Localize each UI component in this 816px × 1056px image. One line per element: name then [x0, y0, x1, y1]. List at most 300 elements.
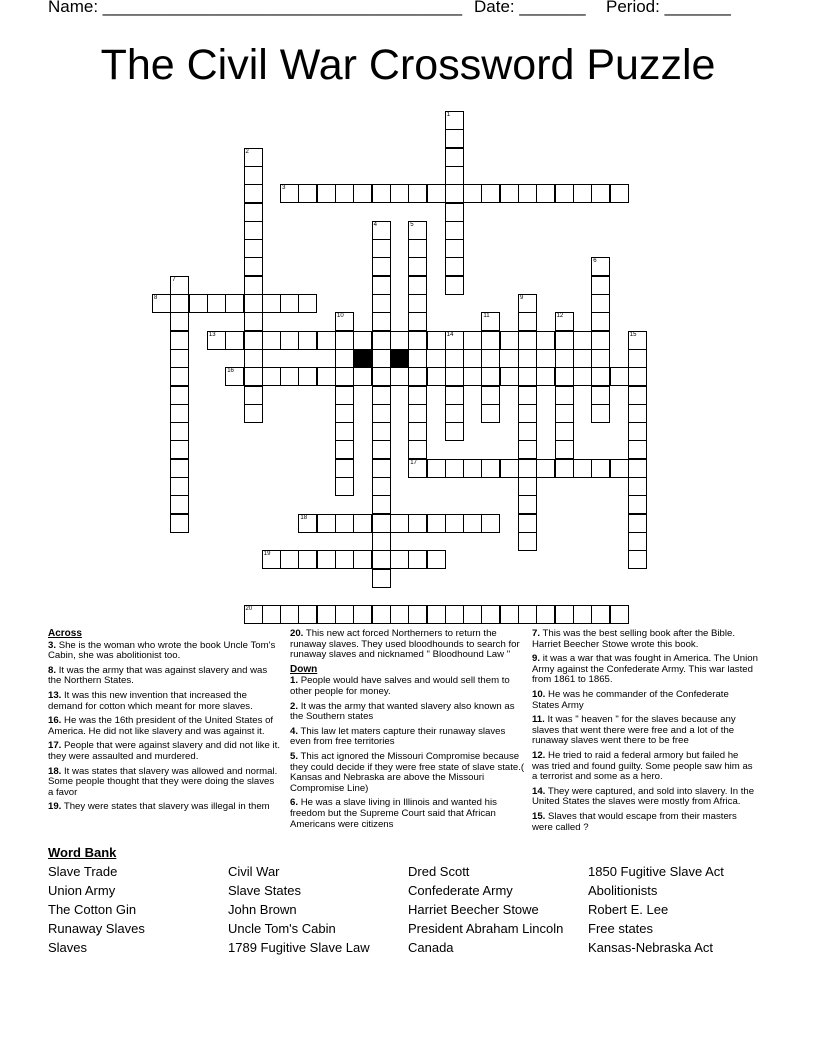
crossword-cell[interactable]	[170, 312, 189, 331]
crossword-clue-number: 19	[263, 551, 271, 558]
crossword-cell[interactable]	[408, 422, 427, 441]
crossword-cell[interactable]	[555, 404, 574, 423]
crossword-cell[interactable]	[445, 459, 464, 478]
crossword-cell[interactable]	[555, 459, 574, 478]
crossword-cell[interactable]	[372, 404, 391, 423]
crossword-cell[interactable]	[408, 331, 427, 350]
crossword-cell[interactable]	[591, 331, 610, 350]
crossword-cell[interactable]	[463, 514, 482, 533]
crossword-cell[interactable]	[445, 148, 464, 167]
crossword-cell[interactable]	[298, 550, 317, 569]
crossword-cell[interactable]	[591, 276, 610, 295]
crossword-cell[interactable]	[244, 404, 263, 423]
crossword-cell[interactable]	[445, 404, 464, 423]
crossword-cell[interactable]	[573, 184, 592, 203]
crossword-cell[interactable]	[372, 550, 391, 569]
clue-down-9: 9. it was a war that was fought in America. The Union Army against the Confederate Army. This war lasted from 1861 to 1865.	[532, 653, 758, 686]
crossword-clue-number: 16	[227, 368, 234, 375]
crossword-cell[interactable]	[463, 367, 482, 386]
word-bank-item: Confederate Army	[408, 883, 513, 898]
period-field[interactable]: Period: _______	[606, 0, 731, 16]
word-bank-item: Runaway Slaves	[48, 921, 145, 936]
clue-down-10: 10. He was he commander of the Confederate States Army	[532, 688, 729, 711]
page-title: The Civil War Crossword Puzzle	[100, 41, 716, 89]
clue-across-3: 3. She is the woman who wrote the book Uncle Tom's Cabin, she was abolitionist too.	[48, 639, 276, 662]
crossword-cell[interactable]	[262, 367, 281, 386]
crossword-cell[interactable]	[591, 257, 610, 276]
clue-down-12: 12. He tried to raid a federal armory but failed he was tried and found guilty. Some people saw him as a terrorist and some as a hero.	[532, 749, 753, 783]
crossword-cell[interactable]	[445, 166, 464, 185]
crossword-cell[interactable]	[408, 440, 427, 459]
crossword-cell[interactable]	[372, 294, 391, 313]
crossword-cell[interactable]	[244, 294, 263, 313]
crossword-cell[interactable]	[244, 257, 263, 276]
crossword-clue-number: 9	[520, 295, 524, 301]
crossword-cell[interactable]	[628, 550, 647, 569]
crossword-cell[interactable]	[353, 550, 372, 569]
crossword-cell[interactable]	[591, 367, 610, 386]
crossword-cell[interactable]	[518, 404, 537, 423]
crossword-cell[interactable]	[244, 184, 263, 203]
crossword-cell[interactable]	[628, 422, 647, 441]
crossword-cell[interactable]	[335, 367, 354, 386]
crossword-cell[interactable]	[244, 312, 263, 331]
clue-down-5: 5. This act ignored the Missouri Compromise because they could decide if they were free state of slave state.( Kansas and Nebraska are above the Missouri Compromise Line)	[290, 750, 525, 794]
crossword-cell[interactable]	[518, 605, 537, 624]
crossword-cell[interactable]	[628, 367, 647, 386]
crossword-cell[interactable]	[372, 257, 391, 276]
clue-across-19: 19. They were states that slavery was illegal in them	[48, 801, 270, 813]
clue-across-13: 13. It was this new invention that increased the demand for cotton which meant for more slaves.	[48, 689, 253, 712]
crossword-cell[interactable]	[555, 349, 574, 368]
word-bank-item: The Cotton Gin	[48, 902, 137, 917]
crossword-cell[interactable]	[518, 532, 537, 551]
crossword-cell[interactable]	[262, 331, 281, 350]
crossword-cell[interactable]	[262, 605, 281, 624]
crossword-cell[interactable]	[518, 514, 537, 533]
crossword-cell[interactable]	[555, 605, 574, 624]
crossword-cell[interactable]	[408, 221, 427, 240]
crossword-cell[interactable]	[317, 514, 336, 533]
crossword-cell[interactable]	[170, 294, 189, 313]
crossword-cell[interactable]	[573, 459, 592, 478]
crossword-cell[interactable]	[372, 276, 391, 295]
crossword-cell[interactable]	[372, 331, 391, 350]
crossword-cell[interactable]	[280, 294, 299, 313]
crossword-cell[interactable]	[372, 422, 391, 441]
crossword-clue-number: 1	[446, 112, 451, 118]
crossword-clue-number: 17	[410, 459, 417, 466]
crossword-cell[interactable]	[628, 404, 647, 423]
crossword-clue-number: 15	[629, 331, 637, 338]
crossword-cell[interactable]	[463, 331, 482, 350]
clue-down-7: 7. This was the best selling book after the Bible. Harriet Beecher Stowe wrote this book.	[532, 628, 736, 650]
crossword-clue-number: 8	[154, 295, 158, 301]
crossword-cell[interactable]	[518, 495, 537, 514]
crossword-cell[interactable]	[610, 459, 629, 478]
crossword-cell[interactable]	[591, 294, 610, 313]
crossword-cell[interactable]	[408, 239, 427, 258]
crossword-cell[interactable]	[390, 550, 409, 569]
crossword-cell[interactable]	[555, 386, 574, 405]
word-bank-item: Slave Trade	[48, 864, 118, 879]
crossword-cell[interactable]	[500, 331, 519, 350]
crossword-cell[interactable]	[481, 367, 500, 386]
crossword-cell[interactable]	[372, 386, 391, 405]
crossword-cell[interactable]	[591, 184, 610, 203]
crossword-cell[interactable]	[390, 605, 409, 624]
crossword-cell[interactable]	[170, 404, 189, 423]
crossword-cell[interactable]	[335, 459, 354, 478]
crossword-cell[interactable]	[408, 257, 427, 276]
crossword-clue-number: 10	[337, 313, 344, 320]
crossword-cell[interactable]	[518, 294, 537, 313]
crossword-cell[interactable]	[298, 184, 317, 203]
crossword-cell[interactable]	[518, 386, 537, 405]
crossword-cell[interactable]	[225, 331, 244, 350]
crossword-cell[interactable]	[481, 331, 500, 350]
crossword-cell[interactable]	[463, 605, 482, 624]
crossword-cell[interactable]	[335, 331, 354, 350]
crossword-cell[interactable]	[555, 331, 574, 350]
date-field[interactable]: Date: _______	[474, 0, 586, 16]
crossword-cell[interactable]	[463, 459, 482, 478]
clue-down-11: 11. It was " heaven " for the slaves because any slaves that went there were free and a lot of the runaway slaves went there to be free	[532, 714, 736, 747]
crossword-cell[interactable]	[207, 294, 226, 313]
crossword-cell[interactable]	[298, 331, 317, 350]
crossword-clue-number: 5	[410, 221, 414, 228]
clue-across-18: 18. It was states that slavery was allowed and normal. Some people thought that they were doing the slaves a favor	[48, 765, 278, 798]
crossword-cell[interactable]	[628, 532, 647, 551]
crossword-cell[interactable]	[170, 495, 189, 514]
crossword-cell[interactable]	[372, 569, 391, 588]
crossword-cell[interactable]	[390, 184, 409, 203]
crossword-cell[interactable]	[390, 331, 409, 350]
word-bank-item: Union Army	[48, 883, 116, 898]
crossword-cell[interactable]	[427, 184, 446, 203]
name-field[interactable]: Name: ______________________________________	[48, 0, 463, 16]
crossword-cell[interactable]	[170, 440, 189, 459]
crossword-cell[interactable]	[170, 422, 189, 441]
crossword-cell[interactable]	[372, 312, 391, 331]
crossword-cell[interactable]	[427, 514, 446, 533]
crossword-cell[interactable]	[591, 459, 610, 478]
crossword-cell[interactable]	[372, 605, 391, 624]
word-bank-item: Abolitionists	[588, 883, 658, 898]
crossword-cell[interactable]	[591, 404, 610, 423]
crossword-cell[interactable]	[463, 184, 482, 203]
crossword-clue-number: 2	[245, 148, 249, 155]
crossword-cell[interactable]	[628, 477, 647, 496]
crossword-cell[interactable]	[317, 331, 336, 350]
crossword-cell[interactable]	[591, 349, 610, 368]
crossword-cell[interactable]	[518, 440, 537, 459]
crossword-cell[interactable]	[225, 294, 244, 313]
crossword-cell[interactable]	[518, 349, 537, 368]
crossword-black-cell	[353, 349, 372, 368]
crossword-cell[interactable]	[408, 294, 427, 313]
crossword-cell[interactable]	[390, 514, 409, 533]
crossword-cell[interactable]	[628, 459, 647, 478]
crossword-cell[interactable]	[518, 312, 537, 331]
crossword-cell[interactable]	[481, 349, 500, 368]
crossword-cell[interactable]	[445, 514, 464, 533]
crossword-cell[interactable]	[335, 422, 354, 441]
crossword-cell[interactable]	[481, 312, 500, 331]
crossword-cell[interactable]	[225, 367, 244, 386]
crossword-cell[interactable]	[335, 312, 354, 331]
crossword-cell[interactable]	[244, 605, 263, 624]
crossword-cell[interactable]	[500, 459, 519, 478]
crossword-cell[interactable]	[317, 367, 336, 386]
clues-column-1	[48, 629, 280, 817]
crossword-cell[interactable]	[427, 331, 446, 350]
crossword-cell[interactable]	[353, 514, 372, 533]
crossword-cell[interactable]	[372, 349, 391, 368]
word-bank-item: 1789 Fugitive Slave Law	[228, 940, 370, 955]
crossword-clue-number: 4	[373, 221, 377, 228]
crossword-cell[interactable]	[372, 184, 391, 203]
crossword-cell[interactable]	[372, 221, 391, 240]
crossword-cell[interactable]	[518, 184, 537, 203]
crossword-cell[interactable]	[427, 605, 446, 624]
crossword-cell[interactable]	[244, 367, 263, 386]
crossword-cell[interactable]	[335, 404, 354, 423]
crossword-cell[interactable]	[372, 459, 391, 478]
across-heading: Across	[48, 628, 82, 639]
crossword-cell[interactable]	[481, 386, 500, 405]
crossword-cell[interactable]	[170, 477, 189, 496]
word-bank-column-3	[408, 862, 563, 957]
crossword-cell[interactable]	[390, 367, 409, 386]
crossword-cell[interactable]	[353, 605, 372, 624]
crossword-cell[interactable]	[500, 605, 519, 624]
crossword-cell[interactable]	[372, 514, 391, 533]
crossword-cell[interactable]	[244, 276, 263, 295]
crossword-cell[interactable]	[628, 495, 647, 514]
crossword-cell[interactable]	[445, 422, 464, 441]
crossword-clue-number: 14	[446, 331, 454, 338]
crossword-cell[interactable]	[244, 239, 263, 258]
crossword-cell[interactable]	[500, 184, 519, 203]
crossword-cell[interactable]	[372, 367, 391, 386]
clue-across-20: 20. This new act forced Northerners to return the runaway slaves. They used bloodhounds to search for runaway slaves and nicknamed " Bloodhound Law "	[290, 628, 520, 661]
crossword-cell[interactable]	[170, 386, 189, 405]
crossword-cell[interactable]	[170, 331, 189, 350]
clue-down-2: 2. It was the army that wanted slavery also known as the Southern states	[290, 700, 515, 723]
crossword-cell[interactable]	[335, 514, 354, 533]
crossword-cell[interactable]	[445, 257, 464, 276]
crossword-cell[interactable]	[408, 459, 427, 478]
word-bank-item: 1850 Fugitive Slave Act	[588, 864, 724, 879]
crossword-cell[interactable]	[427, 459, 446, 478]
crossword-cell[interactable]	[280, 184, 299, 203]
crossword-cell[interactable]	[335, 477, 354, 496]
crossword-clue-number: 18	[300, 514, 308, 521]
crossword-cell[interactable]	[317, 184, 336, 203]
crossword-cell[interactable]	[244, 349, 263, 368]
crossword-cell[interactable]	[372, 477, 391, 496]
crossword-cell[interactable]	[481, 605, 500, 624]
crossword-cell[interactable]	[408, 386, 427, 405]
crossword-cell[interactable]	[555, 440, 574, 459]
crossword-cell[interactable]	[573, 331, 592, 350]
crossword-cell[interactable]	[408, 349, 427, 368]
crossword-cell[interactable]	[518, 331, 537, 350]
crossword-cell[interactable]	[591, 312, 610, 331]
crossword-cell[interactable]	[408, 605, 427, 624]
crossword-cell[interactable]	[244, 331, 263, 350]
crossword-cell[interactable]	[317, 605, 336, 624]
crossword-clue-number: 20	[245, 606, 253, 613]
crossword-cell[interactable]	[170, 459, 189, 478]
clue-down-15: 15. Slaves that would escape from their masters were called ?	[532, 810, 737, 833]
crossword-cell[interactable]	[427, 550, 446, 569]
crossword-cell[interactable]	[628, 331, 647, 350]
word-bank-item: Kansas-Nebraska Act	[588, 940, 714, 955]
crossword-cell[interactable]	[427, 367, 446, 386]
word-bank-column-1	[48, 862, 145, 957]
crossword-cell[interactable]	[500, 367, 519, 386]
crossword-cell[interactable]	[298, 514, 317, 533]
crossword-cell[interactable]	[573, 605, 592, 624]
crossword-cell[interactable]	[445, 129, 464, 148]
crossword-cell[interactable]	[445, 221, 464, 240]
crossword-cell[interactable]	[628, 349, 647, 368]
crossword-cell[interactable]	[445, 203, 464, 222]
crossword-cell[interactable]	[372, 440, 391, 459]
crossword-cell[interactable]	[298, 294, 317, 313]
crossword-cell[interactable]	[317, 550, 336, 569]
crossword-cell[interactable]	[536, 367, 555, 386]
crossword-cell[interactable]	[244, 166, 263, 185]
crossword-cell[interactable]	[536, 184, 555, 203]
crossword-cell[interactable]	[445, 239, 464, 258]
crossword-cell[interactable]	[536, 459, 555, 478]
crossword-cell[interactable]	[244, 203, 263, 222]
crossword-cell[interactable]	[280, 550, 299, 569]
crossword-cell[interactable]	[262, 294, 281, 313]
crossword-cell[interactable]	[555, 422, 574, 441]
crossword-cell[interactable]	[555, 184, 574, 203]
crossword-clue-number: 7	[172, 276, 176, 283]
crossword-cell[interactable]	[335, 605, 354, 624]
clue-down-14: 14. They were captured, and sold into slavery. In the United States the slaves were mostly from Africa.	[532, 785, 755, 808]
crossword-cell[interactable]	[170, 349, 189, 368]
crossword-cell[interactable]	[445, 331, 464, 350]
crossword-cell[interactable]	[628, 386, 647, 405]
crossword-cell[interactable]	[372, 495, 391, 514]
crossword-cell[interactable]	[591, 605, 610, 624]
crossword-clue-number: 11	[483, 313, 490, 320]
crossword-cell[interactable]	[353, 331, 372, 350]
crossword-cell[interactable]	[481, 404, 500, 423]
crossword-cell[interactable]	[372, 532, 391, 551]
crossword-cell[interactable]	[335, 440, 354, 459]
crossword-cell[interactable]	[298, 605, 317, 624]
crossword-cell[interactable]	[610, 605, 629, 624]
crossword-cell[interactable]	[481, 184, 500, 203]
crossword-cell[interactable]	[628, 440, 647, 459]
crossword-cell[interactable]	[353, 184, 372, 203]
crossword-cell[interactable]	[353, 367, 372, 386]
crossword-cell[interactable]	[408, 404, 427, 423]
crossword-cell[interactable]	[372, 239, 391, 258]
crossword-cell[interactable]	[518, 422, 537, 441]
crossword-cell[interactable]	[445, 111, 464, 130]
crossword-cell[interactable]	[170, 367, 189, 386]
word-bank-title: Word Bank	[48, 845, 117, 860]
crossword-cell[interactable]	[481, 459, 500, 478]
crossword-cell[interactable]	[408, 514, 427, 533]
crossword-cell[interactable]	[152, 294, 171, 313]
crossword-cell[interactable]	[280, 367, 299, 386]
crossword-cell[interactable]	[610, 367, 629, 386]
crossword-cell[interactable]	[244, 386, 263, 405]
crossword-cell[interactable]	[335, 184, 354, 203]
crossword-cell[interactable]	[445, 276, 464, 295]
crossword-cell[interactable]	[445, 349, 464, 368]
crossword-clue-number: 3	[282, 185, 286, 192]
crossword-cell[interactable]	[518, 459, 537, 478]
clue-down-4: 4. This law let maters capture their runaway slaves even from free territories	[290, 725, 506, 748]
crossword-cell[interactable]	[244, 148, 263, 167]
crossword-cell[interactable]	[408, 312, 427, 331]
crossword-cell[interactable]	[481, 514, 500, 533]
word-bank-item: Uncle Tom's Cabin	[228, 921, 336, 936]
crossword-cell[interactable]	[408, 276, 427, 295]
crossword-cell[interactable]	[170, 276, 189, 295]
word-bank-item: Free states	[588, 921, 654, 936]
word-bank-item: Robert E. Lee	[588, 902, 669, 917]
crossword-cell[interactable]	[408, 550, 427, 569]
clue-down-1: 1. People would have salves and would sell them to other people for money.	[290, 675, 510, 697]
crossword-cell[interactable]	[445, 386, 464, 405]
crossword-cell[interactable]	[280, 331, 299, 350]
crossword-cell[interactable]	[573, 367, 592, 386]
crossword-cell[interactable]	[335, 349, 354, 368]
clue-across-16: 16. He was the 16th president of the United States of America. He did not like slavery and was against it.	[48, 715, 274, 737]
crossword-cell[interactable]	[244, 221, 263, 240]
crossword-cell[interactable]	[189, 294, 208, 313]
crossword-cell[interactable]	[445, 367, 464, 386]
crossword-cell[interactable]	[591, 386, 610, 405]
crossword-cell[interactable]	[408, 367, 427, 386]
crossword-cell[interactable]	[335, 386, 354, 405]
crossword-cell[interactable]	[207, 331, 226, 350]
crossword-cell[interactable]	[445, 605, 464, 624]
crossword-cell[interactable]	[408, 184, 427, 203]
crossword-cell[interactable]	[518, 477, 537, 496]
crossword-cell[interactable]	[536, 605, 555, 624]
crossword-cell[interactable]	[555, 312, 574, 331]
word-bank-column-4	[588, 862, 724, 957]
down-heading: Down	[290, 663, 318, 675]
crossword-cell[interactable]	[518, 367, 537, 386]
crossword-cell[interactable]	[170, 514, 189, 533]
crossword-cell[interactable]	[536, 331, 555, 350]
crossword-cell[interactable]	[262, 550, 281, 569]
crossword-cell[interactable]	[445, 184, 464, 203]
word-bank-item: Canada	[408, 940, 454, 955]
crossword-cell[interactable]	[610, 184, 629, 203]
crossword-cell[interactable]	[280, 605, 299, 624]
crossword-cell[interactable]	[628, 514, 647, 533]
crossword-cell[interactable]	[555, 367, 574, 386]
crossword-cell[interactable]	[298, 367, 317, 386]
crossword-black-cell	[390, 349, 409, 368]
crossword-cell[interactable]	[335, 550, 354, 569]
